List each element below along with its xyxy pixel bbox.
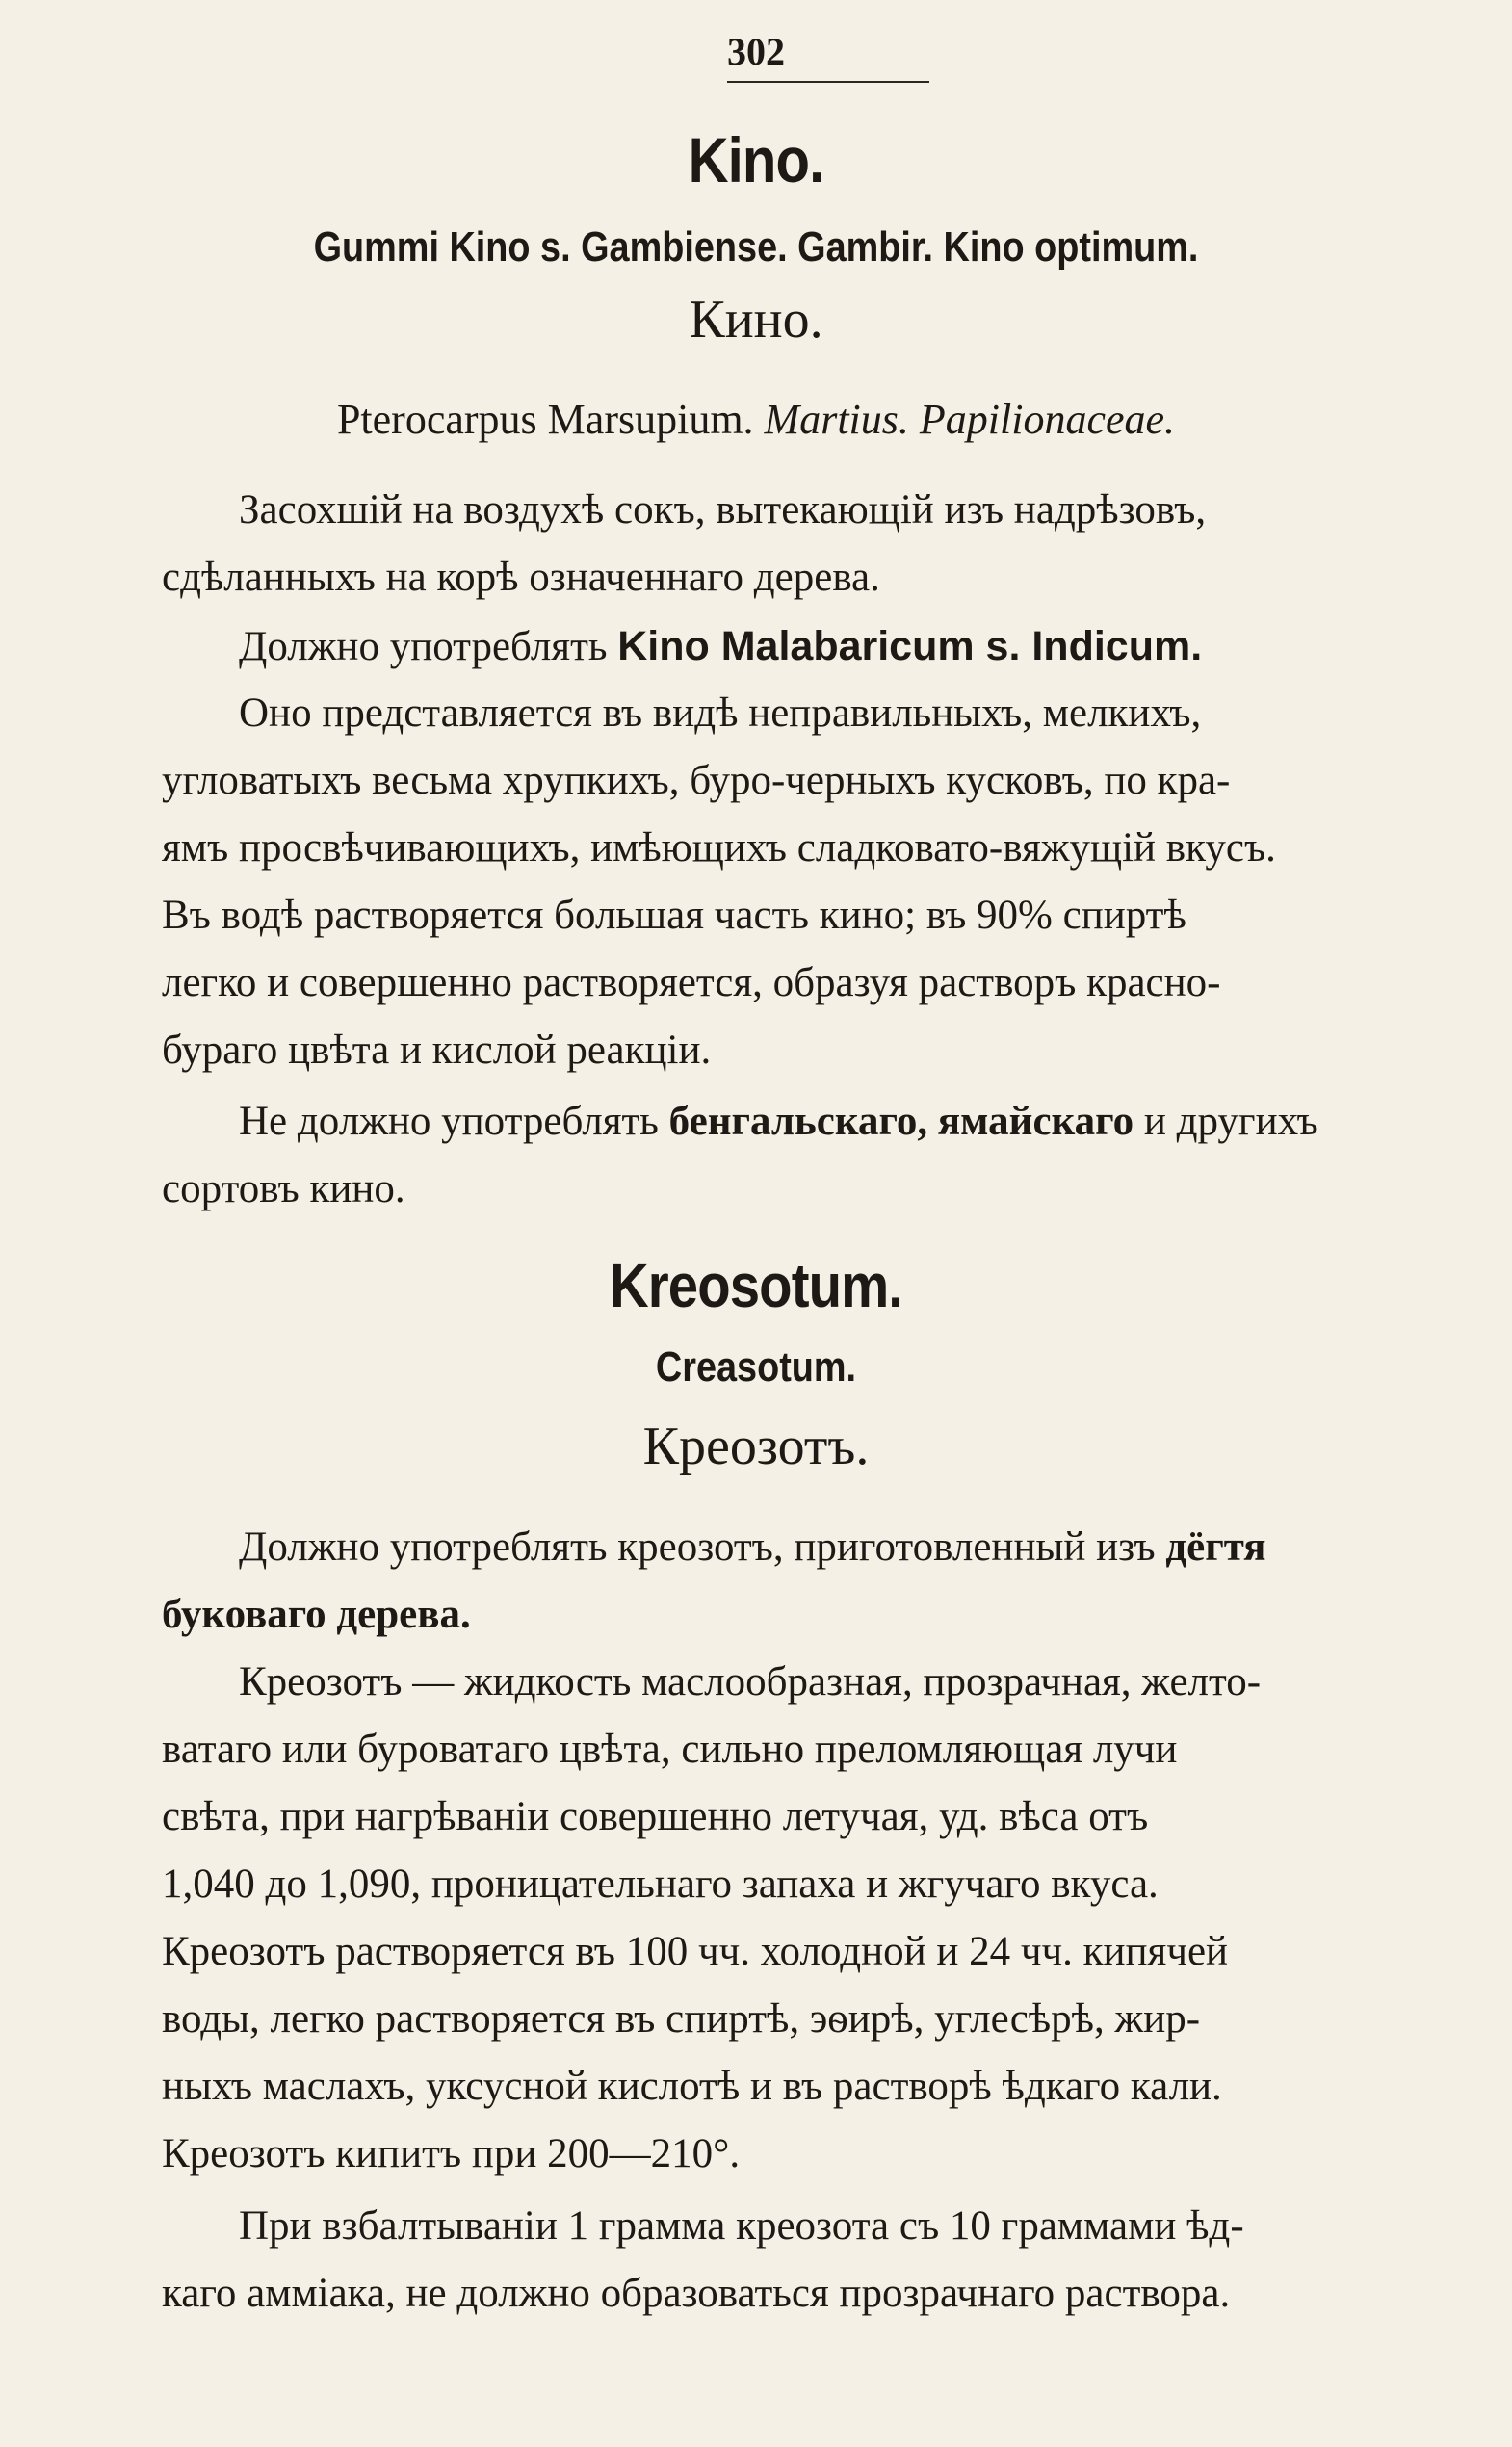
text-line: Креозотъ кипитъ при 200—210°. <box>162 2131 741 2176</box>
kino-source-latin: Pterocarpus Marsupium. <box>336 396 754 443</box>
kino-paragraph-description <box>162 680 1496 1084</box>
text-line: бураго цвѣта и кислой реакціи. <box>162 1028 712 1073</box>
kino-title: Kino. <box>688 124 824 195</box>
required-kind: Kino Malabaricum s. Indicum. <box>617 623 1203 669</box>
kreosotum-paragraph-description <box>162 1649 1496 2188</box>
text-line <box>162 1514 1496 1581</box>
kino-russian-title: Кино. <box>689 290 823 350</box>
text-line: легко и совершенно растворяется, образуя растворъ красно- <box>162 960 1221 1005</box>
text-line: Въ водѣ растворяется большая часть кино; въ 90% спиртѣ <box>162 893 1186 938</box>
exclusion-suffix: и другихъ <box>1143 1099 1318 1144</box>
required-tar-source: буковаго дерева. <box>162 1592 471 1637</box>
text-line <box>162 1088 1496 1156</box>
kino-source-plant <box>0 395 1512 444</box>
kino-synonyms: Gummi Kino s. Gambiense. Gambir. Kino optimum. <box>313 223 1199 271</box>
text-line: Оно представляется въ видѣ неправильныхъ, мелкихъ, <box>239 690 1202 736</box>
text-line: Креозотъ растворяется въ 100 чч. холодной и 24 чч. кипячей <box>162 1929 1229 1974</box>
text-line: свѣта, при нагрѣваніи совершенно летучая, уд. вѣса отъ <box>162 1794 1149 1839</box>
text-line: Креозотъ — жидкость маслообразная, прозрачная, желто- <box>239 1659 1262 1705</box>
text-line: угловатыхъ весьма хрупкихъ, буро-черныхъ кусковъ, по кра- <box>162 758 1231 803</box>
kino-source-family: Papilionaceae. <box>919 396 1176 443</box>
kreosotum-paragraph-test <box>162 2193 1496 2328</box>
exclusion-prefix: Не должно употреблять <box>239 1099 659 1144</box>
text-line: сдѣланныхъ на корѣ означеннаго дерева. <box>162 555 880 600</box>
text-line: При взбалтываніи 1 грамма креозота съ 10 граммами ѣд- <box>239 2203 1244 2249</box>
kreosotum-synonym: Creasotum. <box>655 1343 857 1391</box>
text-line: сортовъ кино. <box>162 1166 405 1211</box>
text-line: 1,040 до 1,090, проницательнаго запаха и жгучаго вкуса. <box>162 1861 1159 1907</box>
text-line: ямъ просвѣчивающихъ, имѣющихъ сладковато-вяжущій вкусъ. <box>162 825 1276 871</box>
text-line: ныхъ маслахъ, уксусной кислотѣ и въ растворѣ ѣдкаго кали. <box>162 2064 1222 2109</box>
required-tar: дёгтя <box>1165 1524 1266 1570</box>
kreosotum-russian-title: Креозотъ. <box>642 1417 870 1476</box>
exclusion-jamaica: ямайскаго <box>937 1099 1134 1144</box>
required-prefix: Должно употреблять <box>239 624 608 669</box>
text-line <box>162 612 1496 681</box>
kino-paragraph-required <box>162 612 1496 681</box>
text-line: воды, легко растворяется въ спиртѣ, эѳирѣ, углесѣрѣ, жир- <box>162 1996 1201 2042</box>
kino-paragraph-origin <box>162 477 1496 612</box>
kreosotum-paragraph-required <box>162 1514 1496 1649</box>
text-line: Засохшій на воздухѣ сокъ, вытекающій изъ надрѣзовъ, <box>239 487 1207 533</box>
exclusion-bengal: бенгальскаго, <box>668 1099 928 1144</box>
page-number-rule <box>727 81 929 83</box>
text-line: каго амміака, не должно образоваться прозрачнаго раствора. <box>162 2271 1231 2316</box>
page-number: 302 <box>727 30 785 73</box>
kino-source-author: Martius. <box>764 396 909 443</box>
kino-paragraph-exclusions <box>162 1088 1496 1223</box>
kreosotum-title: Kreosotum. <box>609 1251 903 1320</box>
required-prefix: Должно употреблять креозотъ, приготовленный изъ <box>239 1524 1156 1570</box>
text-line: ватаго или буроватаго цвѣта, сильно преломляющая лучи <box>162 1727 1178 1772</box>
